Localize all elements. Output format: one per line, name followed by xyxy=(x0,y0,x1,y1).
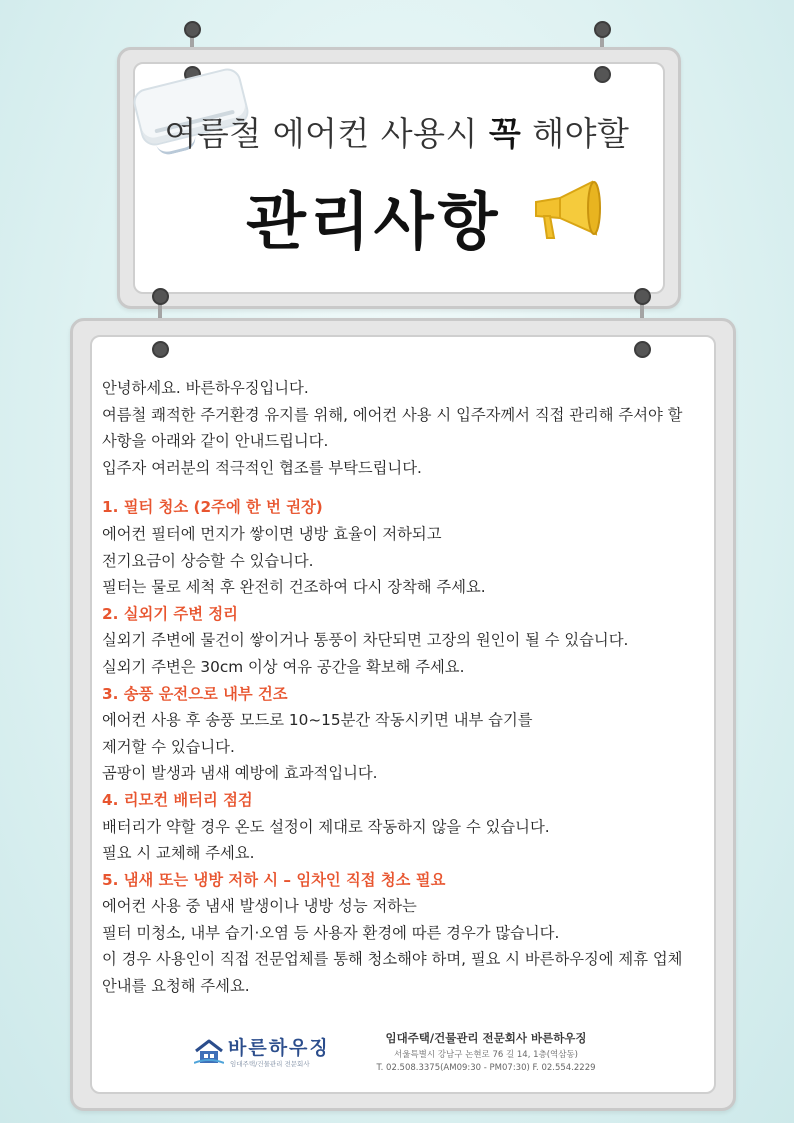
main-peg-right-upper xyxy=(634,288,651,305)
section-line: 전기요금이 상승할 수 있습니다. xyxy=(102,551,314,570)
section-line: 에어컨 사용 중 냄새 발생이나 냉방 성능 저하는 xyxy=(102,897,417,916)
section-line: 에어컨 사용 후 송풍 모드로 10~15분간 작동시키면 내부 습기를 xyxy=(102,711,533,730)
section-line: 필터는 물로 세척 후 완전히 건조하여 다시 장착해 주세요. xyxy=(102,578,486,597)
megaphone-icon xyxy=(530,176,606,248)
logo-tagline: 임대주택/건물관리 전문회사 xyxy=(230,1060,310,1068)
section-line: 제거할 수 있습니다. xyxy=(102,737,235,756)
company-info xyxy=(356,1030,616,1075)
subtitle-text-post: 해야할 xyxy=(521,114,630,153)
top-peg-left-upper xyxy=(184,21,201,38)
company-logo xyxy=(194,1035,328,1071)
top-peg-right-lower xyxy=(594,66,611,83)
intro-line: 여름철 쾌적한 주거환경 유지를 위해, 에어컨 사용 시 입주자께서 직접 관리해 주셔야 할 사항을 아래와 같이 안내드립니다. xyxy=(102,405,683,451)
company-title: 임대주택/건물관리 전문회사 바른하우징 xyxy=(385,1031,587,1045)
section-line: 필터 미청소, 내부 습기·오염 등 사용자 환경에 따른 경우가 많습니다. xyxy=(102,923,560,942)
subtitle-text-pre: 여름철 에어컨 사용시 xyxy=(164,114,489,153)
page-title: 관리사항 xyxy=(246,185,502,258)
house-logo-icon xyxy=(194,1039,224,1065)
section-line: 실외기 주변에 물건이 쌓이거나 통풍이 차단되면 고장의 원인이 될 수 있습니다. xyxy=(102,631,629,650)
top-peg-right-upper xyxy=(594,21,611,38)
logo-name: 바른하우징 xyxy=(228,1037,330,1059)
section-heading-fan-dry: 3. 송풍 운전으로 내부 건조 xyxy=(102,684,288,703)
section-heading-odor-cleaning: 5. 냄새 또는 냉방 저하 시 – 임차인 직접 청소 필요 xyxy=(102,870,446,889)
company-phone: T. 02.508.3375(AM09:30 - PM07:30) F. 02.554.2229 xyxy=(376,1063,596,1073)
section-heading-outdoor-unit: 2. 실외기 주변 정리 xyxy=(102,604,238,623)
main-peg-right-lower xyxy=(634,341,651,358)
section-line: 에어컨 필터에 먼지가 쌓이면 냉방 효율이 저하되고 xyxy=(102,524,442,543)
section-line: 이 경우 사용인이 직접 전문업체를 통해 청소해야 하며, 필요 시 바른하우징에 제휴 업체 안내를 요청해 주세요. xyxy=(102,950,683,996)
section-heading-remote-battery: 4. 리모컨 배터리 점검 xyxy=(102,790,253,809)
main-peg-left-lower xyxy=(152,341,169,358)
subtitle-text-bold: 꼭 xyxy=(488,114,522,153)
notice-content xyxy=(102,375,702,1000)
section-line: 배터리가 약할 경우 온도 설정이 제대로 작동하지 않을 수 있습니다. xyxy=(102,817,550,836)
section-line: 곰팡이 발생과 냄새 예방에 효과적입니다. xyxy=(102,764,378,783)
company-address: 서울특별시 강남구 논현로 76 길 14, 1층(역삼동) xyxy=(394,1050,578,1060)
section-heading-filter: 1. 필터 청소 (2주에 한 번 권장) xyxy=(102,498,323,517)
intro-line: 입주자 여러분의 적극적인 협조를 부탁드립니다. xyxy=(102,458,422,477)
page-subtitle xyxy=(0,108,794,155)
main-peg-left-upper xyxy=(152,288,169,305)
intro-line: 안녕하세요. 바른하우징입니다. xyxy=(102,379,309,397)
section-line: 실외기 주변은 30cm 이상 여유 공간을 확보해 주세요. xyxy=(102,657,465,676)
section-line: 필요 시 교체해 주세요. xyxy=(102,844,255,863)
